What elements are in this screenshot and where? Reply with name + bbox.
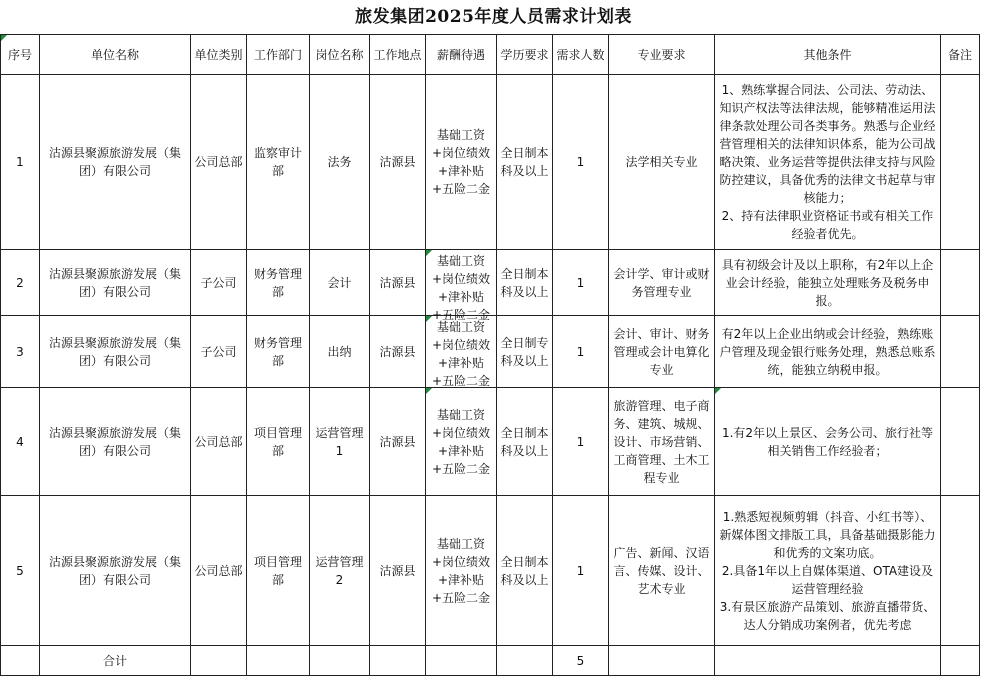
cell-unit: 沽源县聚源旅游发展（集团）有限公司 bbox=[40, 496, 191, 646]
cell-salary-text: 基础工资+岗位绩效+津补贴+五险二金 bbox=[431, 253, 491, 322]
header-seq: 序号 bbox=[1, 35, 40, 75]
cell-count: 1 bbox=[553, 250, 609, 316]
cell-empty bbox=[609, 646, 715, 676]
cell-remark bbox=[941, 496, 980, 646]
table-row bbox=[1, 250, 980, 316]
cell-empty bbox=[310, 646, 370, 676]
header-remark: 备注 bbox=[941, 35, 980, 75]
cell-count: 1 bbox=[553, 388, 609, 496]
cell-empty bbox=[370, 646, 426, 676]
cell-seq: 3 bbox=[1, 316, 40, 388]
comment-marker-icon bbox=[426, 388, 432, 394]
header-dept: 工作部门 bbox=[247, 35, 310, 75]
personnel-plan-table bbox=[0, 34, 980, 676]
cell-dept: 项目管理部 bbox=[247, 496, 310, 646]
total-count: 5 bbox=[553, 646, 609, 676]
cell-location: 沽源县 bbox=[370, 388, 426, 496]
cell-empty bbox=[497, 646, 553, 676]
cell-location: 沽源县 bbox=[370, 316, 426, 388]
table-row bbox=[1, 496, 980, 646]
cell-salary bbox=[426, 388, 497, 496]
cell-remark bbox=[941, 388, 980, 496]
cell-major: 会计学、审计或财务管理专业 bbox=[609, 250, 715, 316]
cell-other-text: 1.有2年以上景区、会务公司、旅行社等相关销售工作经验者； bbox=[721, 425, 934, 458]
cell-dept: 财务管理部 bbox=[247, 316, 310, 388]
cell-unit-type: 子公司 bbox=[191, 250, 247, 316]
cell-count: 1 bbox=[553, 75, 609, 250]
cell-location: 沽源县 bbox=[370, 496, 426, 646]
cell-position: 运营管理2 bbox=[310, 496, 370, 646]
cell-salary bbox=[426, 250, 497, 322]
header-position: 岗位名称 bbox=[310, 35, 370, 75]
cell-salary: 基础工资+岗位绩效+津补贴+五险二金 bbox=[426, 75, 497, 250]
cell-count: 1 bbox=[553, 496, 609, 646]
cell-unit: 沽源县聚源旅游发展（集团）有限公司 bbox=[40, 75, 191, 250]
cell-unit-type: 公司总部 bbox=[191, 75, 247, 250]
cell-total-blank bbox=[1, 646, 40, 676]
cell-location: 沽源县 bbox=[370, 250, 426, 316]
cell-remark bbox=[941, 75, 980, 250]
cell-education: 全日制本科及以上 bbox=[497, 250, 553, 316]
header-education: 学历要求 bbox=[497, 35, 553, 75]
cell-count: 1 bbox=[553, 316, 609, 388]
cell-unit-type: 子公司 bbox=[191, 316, 247, 388]
cell-empty bbox=[426, 646, 497, 676]
header-unit-type: 单位类别 bbox=[191, 35, 247, 75]
cell-major: 会计、审计、财务管理或会计电算化专业 bbox=[609, 316, 715, 388]
cell-remark bbox=[941, 316, 980, 388]
cell-salary: 基础工资+岗位绩效+津补贴+五险二金 bbox=[426, 496, 497, 646]
cell-other bbox=[715, 388, 941, 496]
cell-seq: 2 bbox=[1, 250, 40, 316]
header-salary: 薪酬待遇 bbox=[426, 35, 497, 75]
cell-unit: 沽源县聚源旅游发展（集团）有限公司 bbox=[40, 388, 191, 496]
cell-unit: 沽源县聚源旅游发展（集团）有限公司 bbox=[40, 316, 191, 388]
cell-position: 会计 bbox=[310, 250, 370, 316]
cell-salary-text: 基础工资+岗位绩效+津补贴+五险二金 bbox=[431, 319, 491, 388]
cell-other-text: 1、熟练掌握合同法、公司法、劳动法、知识产权法等法律法规，能够精准运用法律条款处理公司各类事务。熟悉与企业经营管理相关的法律知识体系，能为公司战略决策、业务运营等提供法律支持与风险防控建议，具备优秀的法律文书起草与审核能力； 2、持有法律职业资格证书或有相关工作经验者优先。 bbox=[719, 83, 936, 241]
cell-salary-text: 基础工资+岗位绩效+津补贴+五险二金 bbox=[431, 407, 491, 476]
table-row bbox=[1, 388, 980, 496]
total-row bbox=[1, 646, 980, 676]
cell-other-text: 具有初级会计及以上职称，有2年以上企业会计经验，能独立处理账务及税务申报。 bbox=[721, 257, 934, 308]
cell-education: 全日制本科及以上 bbox=[497, 388, 553, 496]
header-row bbox=[1, 35, 980, 75]
cell-dept: 财务管理部 bbox=[247, 250, 310, 316]
cell-location: 沽源县 bbox=[370, 75, 426, 250]
cell-other bbox=[715, 250, 941, 316]
table-row bbox=[1, 75, 980, 250]
cell-empty bbox=[247, 646, 310, 676]
cell-dept: 监察审计部 bbox=[247, 75, 310, 250]
header-location: 工作地点 bbox=[370, 35, 426, 75]
cell-empty bbox=[941, 646, 980, 676]
cell-position: 法务 bbox=[310, 75, 370, 250]
cell-position: 出纳 bbox=[310, 316, 370, 388]
cell-major: 广告、新闻、汉语言、传媒、设计、艺术专业 bbox=[609, 496, 715, 646]
page-title: 旅发集团2025年度人员需求计划表 bbox=[355, 7, 632, 27]
cell-remark bbox=[941, 250, 980, 316]
cell-dept: 项目管理部 bbox=[247, 388, 310, 496]
comment-marker-icon bbox=[715, 388, 721, 394]
comment-marker-icon bbox=[1, 35, 7, 41]
total-label: 合计 bbox=[40, 646, 191, 676]
cell-seq: 4 bbox=[1, 388, 40, 496]
table-row bbox=[1, 316, 980, 388]
cell-education: 全日制专科及以上 bbox=[497, 316, 553, 388]
header-major: 专业要求 bbox=[609, 35, 715, 75]
cell-seq: 5 bbox=[1, 496, 40, 646]
cell-other bbox=[715, 75, 941, 250]
cell-unit: 沽源县聚源旅游发展（集团）有限公司 bbox=[40, 250, 191, 316]
cell-major: 法学相关专业 bbox=[609, 75, 715, 250]
cell-unit-type: 公司总部 bbox=[191, 388, 247, 496]
cell-salary bbox=[426, 316, 497, 388]
header-count: 需求人数 bbox=[553, 35, 609, 75]
header-unit: 单位名称 bbox=[40, 35, 191, 75]
cell-education: 全日制本科及以上 bbox=[497, 75, 553, 250]
cell-unit-type: 公司总部 bbox=[191, 496, 247, 646]
comment-marker-icon bbox=[426, 316, 432, 322]
cell-other bbox=[715, 496, 941, 646]
cell-empty bbox=[715, 646, 941, 676]
cell-other-text: 1.熟悉短视频剪辑（抖音、小红书等）、新媒体图文排版工具，具备基础摄影能力和优秀的文案功底。 2.具备1年以上自媒体渠道、OTA建设及运营管理经验 3.有景区旅游产品策划、旅游直播带货、达人分销成功案例者，优先考虑 bbox=[719, 509, 936, 632]
cell-empty bbox=[191, 646, 247, 676]
cell-education: 全日制本科及以上 bbox=[497, 496, 553, 646]
cell-seq: 1 bbox=[1, 75, 40, 250]
header-other: 其他条件 bbox=[715, 35, 941, 75]
cell-major: 旅游管理、电子商务、建筑、城规、设计、市场营销、工商管理、土木工程专业 bbox=[609, 388, 715, 496]
cell-position: 运营管理1 bbox=[310, 388, 370, 496]
cell-other: 有2年以上企业出纳或会计经验，熟练账户管理及现金银行账务处理，熟悉总账系统，能独立纳税申报。 bbox=[715, 316, 941, 388]
comment-marker-icon bbox=[426, 250, 432, 256]
